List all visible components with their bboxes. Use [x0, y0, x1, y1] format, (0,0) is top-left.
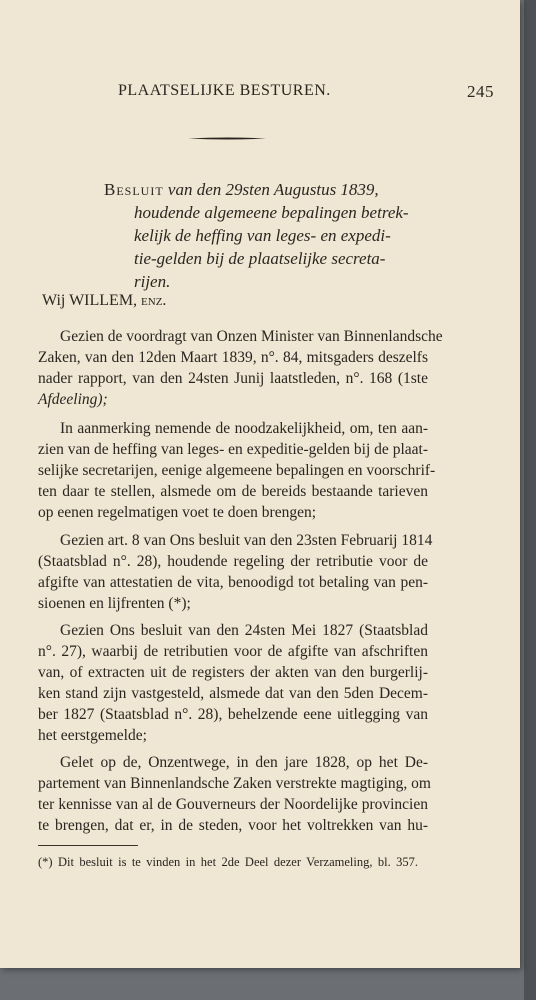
- text-line: selijke secretarijen, eenige algemeene bepalingen en voorschrif-: [38, 462, 436, 479]
- title-lead: Besluit: [104, 180, 164, 199]
- text-line: van, of extracten uit de registers der akten van den burgerlij-: [38, 664, 428, 681]
- title-line-3: kelijk de heffing van leges- en expedi-: [134, 226, 391, 245]
- king-name: Wij WILLEM,: [42, 292, 138, 309]
- title-line-1: [104, 180, 379, 199]
- title-line-2: houdende algemeene bepalingen betrek-: [134, 203, 409, 222]
- text-line: sioenen en lijfrenten (*);: [38, 595, 191, 612]
- background-margin: [524, 0, 536, 1000]
- enz-abbrev: enz.: [141, 292, 167, 309]
- opening-formula: [42, 290, 432, 311]
- text-line: ter kennisse van al de Gouverneurs der Noordelijke provincien: [38, 796, 428, 813]
- text-line: nader rapport, van den 24sten Junij laatstleden, n°. 168 (1ste: [38, 370, 428, 387]
- running-header: [118, 82, 494, 101]
- text-line: Gezien de voordragt van Onzen Minister van Binnenlandsche: [60, 328, 443, 345]
- page-number: 245: [467, 82, 494, 101]
- text-line: partement van Binnenlandsche Zaken verstrekte magtiging, om: [38, 775, 431, 792]
- running-title: PLAATSELIJKE BESTUREN.: [118, 82, 331, 99]
- text-line: ber 1827 (Staatsblad n°. 28), behelzende eene uitlegging van: [38, 706, 428, 723]
- footnote-rule: [38, 845, 138, 846]
- text-line: Gezien Ons besluit van den 24sten Mei 1827 (Staatsblad: [60, 622, 428, 639]
- title-line-5: rijen.: [134, 272, 171, 291]
- text-line: n°. 27), waarbij de retributien voor de afgifte van afschriften: [38, 643, 428, 660]
- text-line: Gelet op de, Onzentwege, in den jare 1828, op het De-: [60, 754, 428, 771]
- text-line: (Staatsblad n°. 28), houdende regeling der retributie voor de: [38, 553, 428, 570]
- text-line: In aanmerking nemende de noodzakelijkheid, om, ten aan-: [60, 420, 428, 437]
- text-line: op eenen regelmatigen voet te doen brengen;: [38, 504, 317, 521]
- footnote: (*) Dit besluit is te vinden in het 2de Deel dezer Verzameling, bl. 357.: [38, 855, 418, 869]
- title-rest: van den 29sten Augustus 1839,: [167, 180, 379, 199]
- decree-title: [104, 178, 424, 293]
- text-line: ken stand zijn vastgesteld, alsmede dat van den 5den Decem-: [38, 685, 428, 702]
- text-line: het eerstgemelde;: [38, 727, 147, 744]
- text-line: Afdeeling);: [38, 391, 108, 408]
- text-line: afgifte van attestatien de vita, benoodigd tot betaling van pen-: [38, 574, 428, 591]
- text-line: Gezien art. 8 van Ons besluit van den 23sten Februarij 1814: [60, 532, 433, 549]
- title-line-4: tie-gelden bij de plaatselijke secreta-: [134, 249, 386, 268]
- text-line: Zaken, van den 12den Maart 1839, n°. 84, mitsgaders deszelfs: [38, 349, 428, 366]
- decorative-rule: [188, 137, 266, 140]
- text-line: te brengen, dat er, in de steden, voor het voltrekken van hu-: [38, 817, 428, 834]
- text-line: zien van de heffing van leges- en expeditie-gelden bij de plaat-: [38, 441, 428, 458]
- text-line: ten daar te stellen, alsmede om de bereids bestaande tarieven: [38, 483, 428, 500]
